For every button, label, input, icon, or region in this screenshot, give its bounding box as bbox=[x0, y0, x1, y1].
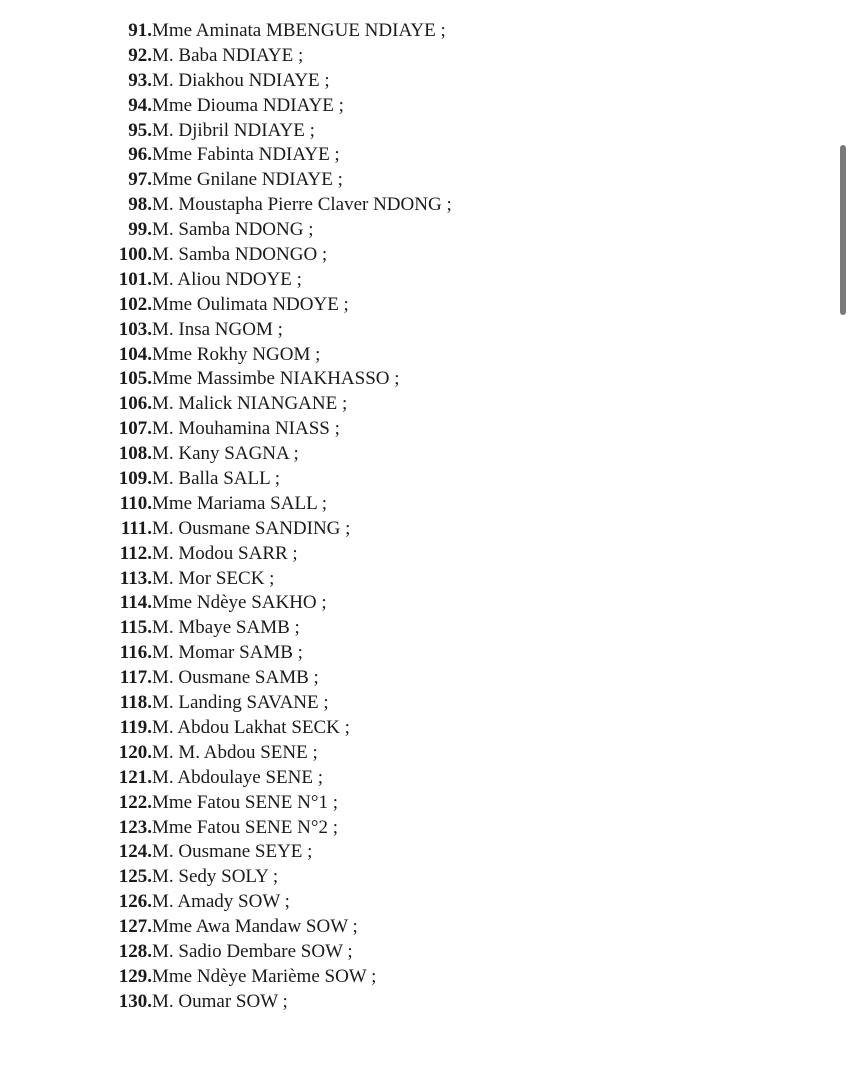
item-number: 102. bbox=[118, 293, 152, 315]
list-item bbox=[0, 915, 820, 940]
item-number: 101. bbox=[118, 268, 152, 290]
list-item bbox=[0, 965, 820, 990]
item-name: M. Diakhou NDIAYE ; bbox=[152, 69, 330, 91]
list-item bbox=[0, 567, 820, 592]
item-number: 103. bbox=[118, 318, 152, 340]
item-number: 122. bbox=[118, 791, 152, 813]
item-name: Mme Rokhy NGOM ; bbox=[152, 343, 321, 365]
item-number: 96. bbox=[128, 144, 152, 166]
item-number: 113. bbox=[119, 567, 152, 589]
item-number: 130. bbox=[118, 990, 152, 1012]
item-number: 111. bbox=[120, 517, 152, 539]
item-number: 124. bbox=[118, 841, 152, 863]
item-number: 127. bbox=[118, 916, 152, 938]
item-number: 121. bbox=[118, 766, 152, 788]
item-name: M. Samba NDONGO ; bbox=[152, 244, 328, 266]
list-item bbox=[0, 666, 820, 691]
item-number: 109. bbox=[118, 468, 152, 490]
list-item bbox=[0, 865, 820, 890]
item-number: 91. bbox=[128, 20, 152, 41]
item-number: 106. bbox=[118, 393, 152, 415]
list-item bbox=[0, 542, 820, 567]
item-name: M. Balla SALL ; bbox=[152, 468, 281, 490]
item-number: 98. bbox=[128, 194, 152, 216]
list-item bbox=[0, 716, 820, 741]
item-name: M. Landing SAVANE ; bbox=[152, 692, 329, 714]
item-name: M. Sedy SOLY ; bbox=[152, 866, 279, 888]
item-number: 116. bbox=[119, 642, 152, 664]
list-item bbox=[0, 143, 820, 168]
item-name: M. Insa NGOM ; bbox=[152, 318, 283, 340]
list-item bbox=[0, 816, 820, 841]
item-name: Mme Mariama SALL ; bbox=[152, 492, 328, 514]
item-number: 95. bbox=[128, 119, 152, 141]
list-item bbox=[0, 367, 820, 392]
item-number: 128. bbox=[118, 940, 152, 962]
item-number: 110. bbox=[119, 492, 152, 514]
item-name: M. Moustapha Pierre Claver NDONG ; bbox=[152, 194, 452, 216]
item-name: Mme Awa Mandaw SOW ; bbox=[152, 916, 358, 938]
item-name: Mme Oulimata NDOYE ; bbox=[152, 293, 349, 315]
list-item bbox=[0, 691, 820, 716]
item-name: M. Oumar SOW ; bbox=[152, 990, 288, 1012]
item-name: M. Amady SOW ; bbox=[152, 891, 290, 913]
list-item bbox=[0, 840, 820, 865]
item-name: Mme Aminata MBENGUE NDIAYE ; bbox=[152, 20, 446, 41]
item-name: Mme Ndèye SAKHO ; bbox=[152, 592, 327, 614]
item-name: Mme Gnilane NDIAYE ; bbox=[152, 169, 343, 191]
item-name: M. M. Abdou SENE ; bbox=[152, 741, 318, 763]
item-number: 126. bbox=[118, 891, 152, 913]
item-name: Mme Fatou SENE N°2 ; bbox=[152, 816, 338, 838]
item-number: 97. bbox=[128, 169, 152, 191]
list-item bbox=[0, 19, 820, 44]
item-number: 119. bbox=[119, 716, 152, 738]
item-number: 104. bbox=[118, 343, 152, 365]
item-name: M. Abdou Lakhat SECK ; bbox=[152, 716, 350, 738]
list-item bbox=[0, 268, 820, 293]
item-number: 93. bbox=[128, 69, 152, 91]
item-name: Mme Ndèye Marième SOW ; bbox=[152, 965, 377, 987]
list-item bbox=[0, 417, 820, 442]
item-name: M. Aliou NDOYE ; bbox=[152, 268, 302, 290]
item-name: M. Abdoulaye SENE ; bbox=[152, 766, 323, 788]
item-name: Mme Massimbe NIAKHASSO ; bbox=[152, 368, 400, 390]
item-number: 108. bbox=[118, 443, 152, 465]
list-item bbox=[0, 442, 820, 467]
item-name: M. Mbaye SAMB ; bbox=[152, 617, 300, 639]
list-item bbox=[0, 318, 820, 343]
item-number: 105. bbox=[118, 368, 152, 390]
list-item bbox=[0, 293, 820, 318]
list-item bbox=[0, 168, 820, 193]
list-item bbox=[0, 890, 820, 915]
list-item bbox=[0, 44, 820, 69]
list-item bbox=[0, 218, 820, 243]
list-item bbox=[0, 467, 820, 492]
list-item bbox=[0, 766, 820, 791]
list-item bbox=[0, 243, 820, 268]
list-item bbox=[0, 791, 820, 816]
item-name: M. Kany SAGNA ; bbox=[152, 443, 299, 465]
item-name: M. Samba NDONG ; bbox=[152, 219, 314, 241]
item-number: 125. bbox=[118, 866, 152, 888]
item-number: 114. bbox=[119, 592, 152, 614]
item-name: M. Djibril NDIAYE ; bbox=[152, 119, 315, 141]
item-number: 99. bbox=[128, 219, 152, 241]
list-item bbox=[0, 940, 820, 965]
item-name: M. Momar SAMB ; bbox=[152, 642, 303, 664]
item-name: Mme Diouma NDIAYE ; bbox=[152, 94, 344, 116]
name-list bbox=[0, 19, 820, 1015]
item-name: M. Ousmane SEYE ; bbox=[152, 841, 313, 863]
list-item bbox=[0, 517, 820, 542]
item-number: 107. bbox=[118, 418, 152, 440]
list-item bbox=[0, 616, 820, 641]
item-number: 94. bbox=[128, 94, 152, 116]
list-item bbox=[0, 492, 820, 517]
item-name: M. Modou SARR ; bbox=[152, 542, 298, 564]
item-name: Mme Fatou SENE N°1 ; bbox=[152, 791, 338, 813]
list-item bbox=[0, 343, 820, 368]
item-number: 120. bbox=[118, 741, 152, 763]
item-number: 118. bbox=[119, 692, 152, 714]
list-item bbox=[0, 591, 820, 616]
list-item bbox=[0, 193, 820, 218]
item-number: 100. bbox=[118, 244, 152, 266]
list-item bbox=[0, 641, 820, 666]
list-item bbox=[0, 990, 820, 1015]
item-number: 112. bbox=[119, 542, 152, 564]
item-number: 92. bbox=[128, 44, 152, 66]
list-item bbox=[0, 119, 820, 144]
list-item bbox=[0, 94, 820, 119]
vertical-scrollbar[interactable] bbox=[840, 145, 846, 315]
item-number: 115. bbox=[119, 617, 152, 639]
list-item bbox=[0, 392, 820, 417]
item-name: M. Mor SECK ; bbox=[152, 567, 275, 589]
item-number: 123. bbox=[118, 816, 152, 838]
item-name: Mme Fabinta NDIAYE ; bbox=[152, 144, 340, 166]
list-item bbox=[0, 741, 820, 766]
item-name: M. Mouhamina NIASS ; bbox=[152, 418, 340, 440]
item-number: 117. bbox=[119, 667, 152, 689]
list-item bbox=[0, 69, 820, 94]
item-number: 129. bbox=[118, 965, 152, 987]
item-name: M. Malick NIANGANE ; bbox=[152, 393, 348, 415]
item-name: M. Ousmane SAMB ; bbox=[152, 667, 319, 689]
item-name: M. Ousmane SANDING ; bbox=[152, 517, 351, 539]
item-name: M. Baba NDIAYE ; bbox=[152, 44, 304, 66]
item-name: M. Sadio Dembare SOW ; bbox=[152, 940, 353, 962]
